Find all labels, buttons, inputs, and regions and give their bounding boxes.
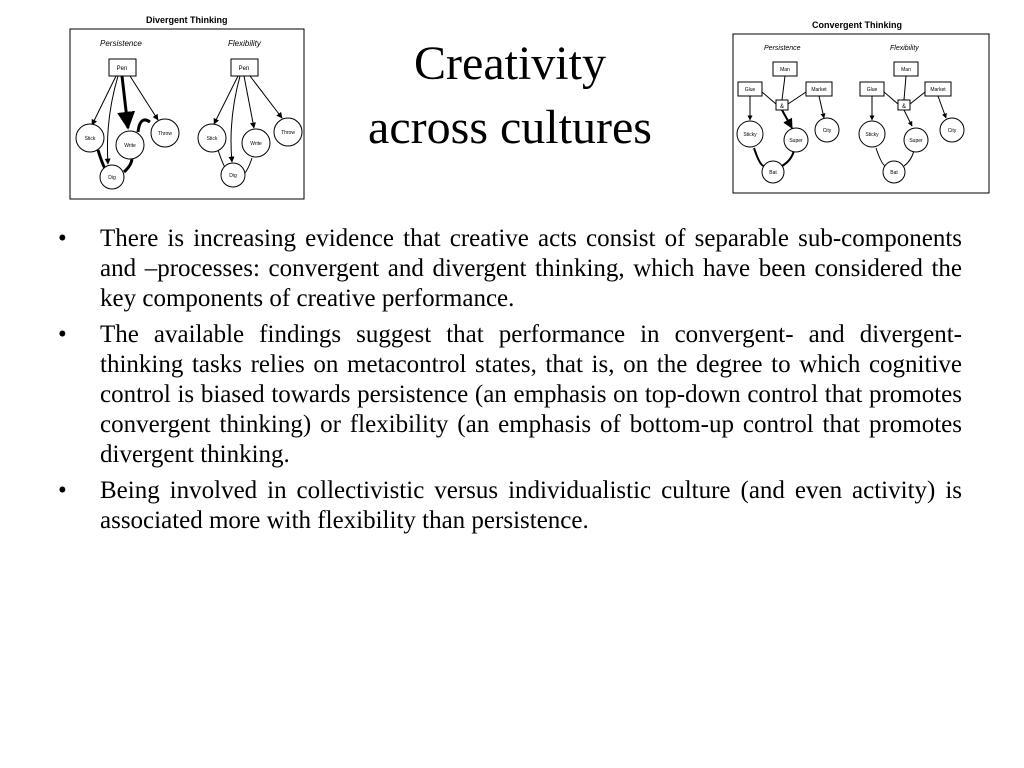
node-man-left-label: Man <box>780 67 790 73</box>
bullet-list <box>58 224 962 542</box>
node-amp-left-label: & <box>779 104 785 110</box>
node-glue-left-label: Glue <box>744 87 756 93</box>
node-stick-left-label: Stick <box>84 136 96 142</box>
node-throw-left-label: Throw <box>158 131 172 137</box>
bullet-text: There is increasing evidence that creative acts consist of separable sub-components and –processes: convergent and divergent thinking, which have been considered the key components of creative performance. <box>100 225 962 312</box>
node-man-right-label: Man <box>901 67 911 73</box>
node-dig-right-label: Dig <box>229 173 237 179</box>
node-write-left-label: Write <box>124 143 136 149</box>
node-dig-left-label: Dig <box>108 175 116 181</box>
divergent-diagram-graphic <box>0 0 320 210</box>
node-super-left-label: Super <box>789 138 803 144</box>
divergent-left-label: Persistence <box>100 39 142 48</box>
convergent-right-label: Flexibility <box>890 45 919 52</box>
node-amp-right-label: & <box>901 104 907 110</box>
node-bat-left-label: Bat <box>769 170 777 176</box>
convergent-thinking-diagram <box>720 0 1000 200</box>
bullet-item <box>58 320 962 470</box>
node-market-right-label: Market <box>930 87 946 93</box>
node-throw-right-label: Throw <box>281 130 295 136</box>
node-city-right-label: City <box>947 128 957 134</box>
convergent-diagram-graphic <box>720 0 1000 200</box>
node-super-right-label: Super <box>909 138 923 144</box>
node-glue-right-label: Glue <box>866 87 878 93</box>
bullet-text: The available findings suggest that performance in convergent- and divergent-thinking tasks relies on metacontrol states, that is, on the degree to which cognitive control is biased towards persistence (an emphasis on top-down control that promotes convergent thinking) or flexibility (an emphasis of bottom-up control that promotes divergent thinking. <box>100 321 962 468</box>
bullet-item <box>58 476 962 536</box>
node-stick-right-label: Stick <box>206 136 218 142</box>
node-market-left-label: Market <box>811 87 827 93</box>
title-line-2: across cultures <box>368 101 652 154</box>
bullet-marker: • <box>58 321 67 348</box>
divergent-diagram-title: Divergent Thinking <box>146 15 228 25</box>
bullet-marker: • <box>58 477 67 504</box>
slide-title <box>300 32 720 160</box>
bullet-marker: • <box>58 225 67 252</box>
convergent-left-label: Persistence <box>764 45 801 52</box>
node-city-left-label: City <box>822 128 832 134</box>
divergent-thinking-diagram <box>0 0 320 210</box>
title-line-1: Creativity <box>414 37 606 90</box>
node-pen-right-label: Pen <box>238 66 250 72</box>
node-bat-right-label: Bat <box>890 170 898 176</box>
node-pen-left-label: Pen <box>116 66 128 72</box>
bullet-item <box>58 224 962 314</box>
node-sticky-left-label: Sticky <box>743 132 757 138</box>
node-sticky-right-label: Sticky <box>865 132 879 138</box>
node-write-right-label: Write <box>250 141 262 147</box>
convergent-diagram-title: Convergent Thinking <box>812 20 902 30</box>
bullet-text: Being involved in collectivistic versus individualistic culture (and even activity) is associated more with flexibility than persistence. <box>100 477 962 534</box>
divergent-right-label: Flexibility <box>228 39 261 48</box>
